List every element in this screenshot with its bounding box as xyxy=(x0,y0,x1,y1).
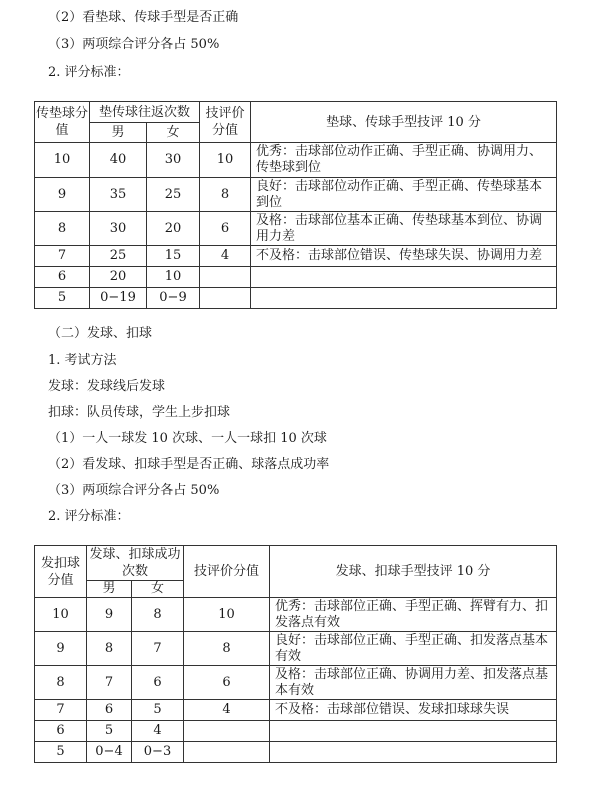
table-row xyxy=(35,632,557,666)
header-female: 女 xyxy=(147,123,200,143)
table-row xyxy=(35,212,557,246)
cell-male: 6 xyxy=(87,700,132,721)
cell-desc: 不及格：击球部位错误、发球扣球球失误 xyxy=(270,700,557,721)
standard-title-2: 2. 评分标准： xyxy=(48,509,130,524)
cell-score: 9 xyxy=(35,632,87,666)
cell-desc xyxy=(251,267,557,288)
cell-tech xyxy=(184,742,270,763)
header-score: 传垫球分值 xyxy=(35,102,90,143)
cell-male: 25 xyxy=(90,246,147,267)
table-row xyxy=(35,666,557,700)
table-row xyxy=(35,288,557,309)
table-row xyxy=(35,700,557,721)
cell-male: 20 xyxy=(90,267,147,288)
cell-tech xyxy=(200,267,251,288)
cell-score: 10 xyxy=(35,143,90,178)
cell-female: 6 xyxy=(132,666,184,700)
cell-male: 7 xyxy=(87,666,132,700)
cell-male: 40 xyxy=(90,143,147,178)
cell-desc xyxy=(251,288,557,309)
cell-desc xyxy=(270,742,557,763)
cell-score: 8 xyxy=(35,666,87,700)
cell-tech: 10 xyxy=(184,598,270,632)
table-row xyxy=(35,721,557,742)
method-item-1: （1）一人一球发 10 次球、一人一球扣 10 次球 xyxy=(48,431,327,446)
header-count: 垫传球往返次数 xyxy=(90,102,200,123)
cell-female: 5 xyxy=(132,700,184,721)
cell-tech: 6 xyxy=(184,666,270,700)
header-tech: 技评价分值 xyxy=(184,546,270,598)
header-female: 女 xyxy=(132,581,184,598)
cell-female: 15 xyxy=(147,246,200,267)
cell-score: 5 xyxy=(35,288,90,309)
scoring-table-serve-spike xyxy=(34,545,557,763)
cell-female: 10 xyxy=(147,267,200,288)
header-desc: 发球、扣球手型技评 10 分 xyxy=(270,546,557,598)
header-count: 发球、扣球成功次数 xyxy=(87,546,184,581)
cell-score: 5 xyxy=(35,742,87,763)
cell-female: 4 xyxy=(132,721,184,742)
header-desc: 垫球、传球手型技评 10 分 xyxy=(251,102,557,143)
cell-score: 7 xyxy=(35,246,90,267)
header-tech: 技评价分值 xyxy=(200,102,251,143)
cell-score: 6 xyxy=(35,267,90,288)
cell-male: 9 xyxy=(87,598,132,632)
cell-desc: 优秀：击球部位正确、手型正确、挥臂有力、扣发落点有效 xyxy=(270,598,557,632)
header-male: 男 xyxy=(87,581,132,598)
cell-desc: 良好：击球部位动作正确、手型正确、传垫球基本到位 xyxy=(251,178,557,212)
cell-female: 0−9 xyxy=(147,288,200,309)
method-title: 1. 考试方法 xyxy=(48,353,117,368)
cell-score: 8 xyxy=(35,212,90,246)
cell-desc: 优秀：击球部位动作正确、手型正确、协调用力、传垫球到位 xyxy=(251,143,557,178)
method-item-3: （3）两项综合评分各占 50% xyxy=(48,483,220,498)
cell-tech: 4 xyxy=(200,246,251,267)
table-row xyxy=(35,267,557,288)
cell-male: 5 xyxy=(87,721,132,742)
spike-rule: 扣球：队员传球，学生上步扣球 xyxy=(48,405,231,420)
cell-male: 8 xyxy=(87,632,132,666)
method-item-3: （3）两项综合评分各占 50% xyxy=(48,37,220,52)
cell-desc: 及格：击球部位正确、协调用力差、扣发落点基本有效 xyxy=(270,666,557,700)
cell-desc: 不及格：击球部位错误、传垫球失误、协调用力差 xyxy=(251,246,557,267)
cell-tech: 6 xyxy=(200,212,251,246)
cell-tech: 8 xyxy=(200,178,251,212)
cell-male: 0−4 xyxy=(87,742,132,763)
cell-desc: 及格：击球部位基本正确、传垫球基本到位、协调用力差 xyxy=(251,212,557,246)
table-row xyxy=(35,742,557,763)
cell-desc: 良好：击球部位正确、手型正确、扣发落点基本有效 xyxy=(270,632,557,666)
serve-rule: 发球：发球线后发球 xyxy=(48,379,166,394)
cell-score: 6 xyxy=(35,721,87,742)
cell-score: 7 xyxy=(35,700,87,721)
cell-score: 10 xyxy=(35,598,87,632)
cell-female: 25 xyxy=(147,178,200,212)
table-row xyxy=(35,143,557,178)
header-male: 男 xyxy=(90,123,147,143)
table-row xyxy=(35,178,557,212)
cell-score: 9 xyxy=(35,178,90,212)
table-row xyxy=(35,598,557,632)
section-heading-serve-spike: （二）发球、扣球 xyxy=(48,326,153,341)
cell-female: 7 xyxy=(132,632,184,666)
cell-desc xyxy=(270,721,557,742)
cell-tech xyxy=(200,288,251,309)
table-row xyxy=(35,246,557,267)
cell-male: 0−19 xyxy=(90,288,147,309)
cell-male: 30 xyxy=(90,212,147,246)
header-score: 发扣球分值 xyxy=(35,546,87,598)
method-item-2: （2）看垫球、传球手型是否正确 xyxy=(48,10,239,25)
scoring-table-pass-dig xyxy=(34,101,557,309)
cell-tech: 8 xyxy=(184,632,270,666)
cell-female: 30 xyxy=(147,143,200,178)
cell-female: 8 xyxy=(132,598,184,632)
cell-tech: 4 xyxy=(184,700,270,721)
cell-female: 20 xyxy=(147,212,200,246)
cell-female: 0−3 xyxy=(132,742,184,763)
method-item-2: （2）看发球、扣球手型是否正确、球落点成功率 xyxy=(48,457,330,472)
cell-male: 35 xyxy=(90,178,147,212)
standard-title-1: 2. 评分标准： xyxy=(48,65,130,80)
cell-tech xyxy=(184,721,270,742)
cell-tech: 10 xyxy=(200,143,251,178)
